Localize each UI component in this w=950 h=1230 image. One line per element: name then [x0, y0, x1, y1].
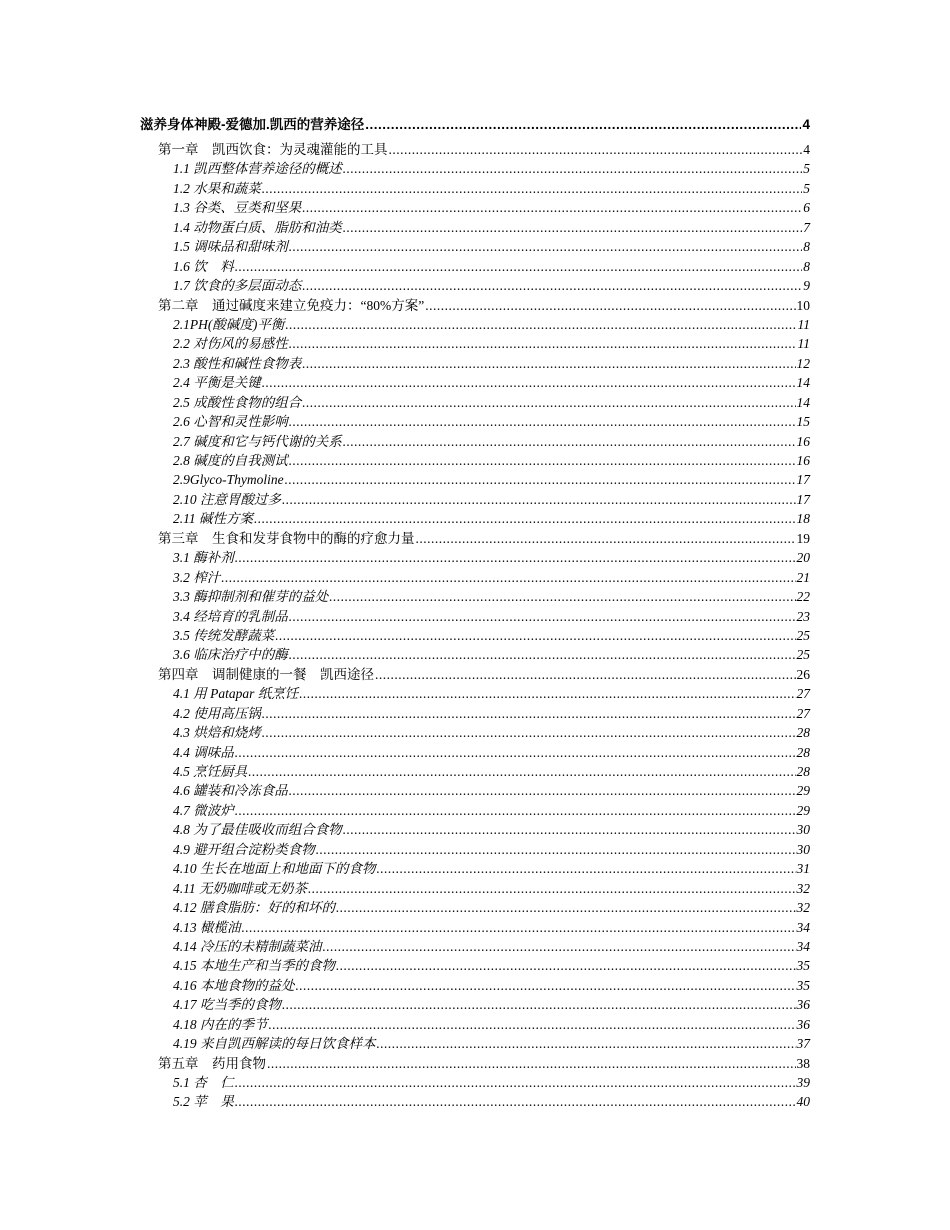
toc-entry-label: 4.17 吃当季的食物	[173, 997, 281, 1013]
page-number: 25	[796, 647, 810, 663]
dot-leader	[343, 218, 803, 237]
toc-section-row[interactable]	[140, 704, 810, 723]
page-number: 14	[796, 375, 810, 391]
page-number: 4	[802, 117, 810, 132]
dot-leader	[262, 373, 796, 392]
dot-leader	[316, 840, 796, 859]
toc-entries	[140, 140, 810, 1112]
page-number: 27	[796, 705, 810, 721]
toc-entry-label: 2.9Glyco-Thymoline	[173, 472, 284, 488]
toc-entry-label: 第四章 调制健康的一餐 凯西途径	[158, 666, 374, 682]
page-number: 22	[796, 589, 810, 605]
toc-entry-label: 4.6 罐装和冷冻食品	[173, 783, 288, 799]
dot-leader	[336, 898, 796, 917]
toc-section-row[interactable]	[140, 684, 810, 703]
toc-title: 滋养身体神殿-爱德加.凯西的营养途径	[140, 117, 365, 132]
dot-leader	[302, 354, 795, 373]
toc-section-row[interactable]	[140, 257, 810, 276]
toc-entry-label: 3.4 经培育的乳制品	[173, 608, 288, 624]
toc-section-row[interactable]	[140, 840, 810, 859]
toc-section-row[interactable]	[140, 237, 810, 256]
dot-leader	[323, 937, 796, 956]
dot-leader	[235, 257, 803, 276]
toc-entry-label: 2.1PH(酸碱度)平衡	[173, 316, 285, 332]
page-number: 36	[796, 997, 810, 1013]
toc-entry-label: 1.7 饮食的多层面动态	[173, 278, 302, 294]
page-number: 29	[796, 802, 810, 818]
page-number: 16	[796, 433, 810, 449]
toc-section-row[interactable]	[140, 879, 810, 898]
page-number: 10	[796, 297, 810, 313]
toc-chapter-row[interactable]	[140, 1054, 810, 1073]
page-number: 21	[796, 569, 810, 585]
page-number: 17	[796, 491, 810, 507]
dot-leader	[299, 684, 795, 703]
toc-entry-label: 4.12 膳食脂肪：好的和坏的	[173, 900, 335, 916]
dot-leader	[375, 665, 796, 684]
toc-section-row[interactable]	[140, 743, 810, 762]
toc-entry-label: 4.3 烘焙和烧烤	[173, 725, 261, 741]
toc-section-row[interactable]	[140, 898, 810, 917]
dot-leader	[289, 334, 797, 353]
page-number: 28	[796, 764, 810, 779]
page-number: 28	[796, 744, 810, 760]
dot-leader	[269, 1015, 796, 1034]
page-number: 32	[796, 880, 810, 896]
toc-section-row[interactable]	[140, 198, 810, 217]
toc-section-row[interactable]	[140, 820, 810, 839]
toc-section-row[interactable]	[140, 995, 810, 1014]
dot-leader	[242, 918, 796, 937]
toc-section-row[interactable]	[140, 607, 810, 626]
dot-leader	[282, 490, 796, 509]
dot-leader	[377, 1034, 796, 1053]
dot-leader	[289, 237, 803, 256]
page-number: 39	[796, 1075, 810, 1090]
dot-leader	[343, 820, 796, 839]
toc-section-row[interactable]	[140, 354, 810, 373]
toc-section-row[interactable]	[140, 218, 810, 237]
dot-leader	[416, 529, 796, 548]
dot-leader	[425, 296, 795, 315]
dot-leader	[235, 548, 796, 567]
toc-section-row[interactable]	[140, 918, 810, 937]
toc-entry-label: 2.8 碱度的自我测试	[173, 453, 288, 468]
toc-section-row[interactable]	[140, 781, 810, 800]
dot-leader	[365, 113, 801, 136]
toc-entry-label: 2.7 碱度和它与钙代谢的关系	[173, 433, 342, 449]
page-number: 4	[803, 142, 810, 157]
toc-section-row[interactable]	[140, 509, 810, 528]
dot-leader	[296, 976, 796, 995]
toc-entry-label: 第五章 药用食物	[158, 1055, 266, 1071]
page-number: 17	[796, 472, 810, 488]
toc-section-row[interactable]	[140, 1073, 810, 1092]
toc-entry-label: 2.2 对伤风的易感性	[173, 336, 288, 352]
toc-section-row[interactable]	[140, 315, 810, 334]
page-number: 6	[803, 200, 810, 216]
dot-leader	[289, 645, 796, 664]
page-number: 8	[803, 258, 810, 274]
toc-section-row[interactable]	[140, 432, 810, 451]
toc-entry-label: 4.11 无奶咖啡或无奶茶	[173, 880, 307, 896]
dot-leader	[289, 781, 796, 800]
page-number: 29	[796, 783, 810, 799]
page-number: 26	[796, 666, 810, 682]
page-number: 11	[797, 316, 810, 332]
dot-leader	[389, 140, 803, 159]
dot-leader	[289, 412, 796, 431]
dot-leader	[343, 432, 796, 451]
page-number: 9	[803, 278, 810, 294]
page-number: 19	[796, 530, 810, 546]
dot-leader	[308, 879, 796, 898]
toc-entry-label: 1.1 凯西整体营养途径的概述	[173, 161, 342, 177]
dot-leader	[285, 315, 796, 334]
page-number: 38	[796, 1055, 810, 1071]
toc-entry-label: 2.5 成酸性食物的组合	[173, 394, 302, 410]
toc-entry-label: 2.4 平衡是关键	[173, 375, 261, 391]
toc-section-row[interactable]	[140, 976, 810, 995]
toc-entry-label: 3.6 临床治疗中的酶	[173, 647, 288, 663]
page-number: 31	[796, 861, 810, 877]
dot-leader	[289, 451, 796, 470]
toc-entry-label: 4.9 避开组合淀粉类食物	[173, 841, 315, 857]
dot-leader	[235, 1073, 796, 1092]
dot-leader	[302, 198, 802, 217]
dot-leader	[289, 607, 796, 626]
page-number: 30	[796, 822, 810, 838]
toc-entry-label: 4.18 内在的季节	[173, 1016, 268, 1032]
toc-entry-label: 1.5 调味品和甜味剂	[173, 239, 288, 255]
toc-section-row[interactable]	[140, 412, 810, 431]
page-number: 40	[796, 1094, 810, 1110]
dot-leader	[262, 723, 796, 742]
toc-section-row[interactable]	[140, 451, 810, 470]
toc-entry-label: 4.2 使用高压锅	[173, 705, 261, 721]
toc-entry-label: 3.3 酶抑制剂和催芽的益处	[173, 589, 329, 605]
dot-leader	[254, 509, 796, 528]
page-number: 23	[796, 608, 810, 624]
toc-entry-label: 4.5 烹饪厨具	[173, 764, 248, 779]
page-number: 7	[803, 219, 810, 235]
toc-entry-label: 3.5 传统发酵蔬菜	[173, 627, 275, 643]
dot-leader	[336, 956, 796, 975]
toc-chapter-row[interactable]	[140, 296, 810, 315]
toc-section-row[interactable]	[140, 762, 810, 781]
toc-entry-label: 4.1 用 Patapar 纸烹饪	[173, 686, 299, 702]
toc-section-row[interactable]	[140, 373, 810, 392]
toc-section-row[interactable]	[140, 334, 810, 353]
toc-section-row[interactable]	[140, 1034, 810, 1053]
page-number: 5	[803, 161, 810, 177]
page-number: 20	[796, 550, 810, 566]
table-of-contents	[140, 113, 810, 1112]
toc-section-row[interactable]	[140, 859, 810, 878]
page-number: 32	[796, 900, 810, 916]
page-number: 15	[796, 414, 810, 430]
toc-entry-label: 3.2 榨汁	[173, 569, 221, 585]
dot-leader	[235, 1092, 796, 1111]
toc-section-row[interactable]	[140, 490, 810, 509]
toc-section-row[interactable]	[140, 568, 810, 587]
toc-section-row[interactable]	[140, 937, 810, 956]
page-number: 34	[796, 919, 810, 935]
toc-section-row[interactable]	[140, 548, 810, 567]
dot-leader	[302, 393, 795, 412]
dot-leader	[267, 1054, 796, 1073]
toc-section-row[interactable]	[140, 1092, 810, 1111]
toc-entry-label: 2.3 酸性和碱性食物表	[173, 355, 302, 371]
toc-entry-label: 4.4 调味品	[173, 744, 234, 760]
toc-section-row[interactable]	[140, 393, 810, 412]
toc-section-row[interactable]	[140, 470, 810, 489]
page-number: 25	[796, 627, 810, 643]
page-number: 37	[796, 1036, 810, 1052]
page-number: 34	[796, 938, 810, 954]
toc-section-row[interactable]	[140, 626, 810, 645]
page-number: 11	[797, 336, 810, 352]
toc-entry-label: 4.13 橄榄油	[173, 919, 241, 935]
toc-chapter-row[interactable]	[140, 529, 810, 548]
toc-section-row[interactable]	[140, 723, 810, 742]
page-number: 35	[796, 958, 810, 974]
toc-entry-label: 4.8 为了最佳吸收而组合食物	[173, 822, 342, 838]
toc-entry-label: 4.10 生长在地面上和地面下的食物	[173, 861, 376, 877]
toc-section-row[interactable]	[140, 159, 810, 178]
dot-leader	[343, 159, 803, 178]
toc-entry-label: 4.14 冷压的未精制蔬菜油	[173, 938, 322, 954]
toc-entry-label: 第三章 生食和发芽食物中的酶的疗愈力量	[158, 530, 415, 546]
dot-leader	[235, 801, 796, 820]
page-number: 27	[796, 686, 810, 702]
toc-section-row[interactable]	[140, 645, 810, 664]
toc-entry-label: 3.1 酶补剂	[173, 550, 234, 566]
toc-entry-label: 4.16 本地食物的益处	[173, 977, 295, 993]
toc-section-row[interactable]	[140, 276, 810, 295]
dot-leader	[285, 470, 796, 489]
dot-leader	[302, 276, 802, 295]
page-number: 30	[796, 841, 810, 857]
toc-entry-label: 5.1 杏 仁	[173, 1075, 234, 1090]
toc-section-row[interactable]	[140, 179, 810, 198]
dot-leader	[262, 179, 803, 198]
toc-section-row[interactable]	[140, 956, 810, 975]
toc-entry-label: 4.15 本地生产和当季的食物	[173, 958, 335, 974]
toc-entry-label: 1.6 饮 料	[173, 258, 234, 274]
dot-leader	[377, 859, 796, 878]
toc-entry-label: 第二章 通过碱度来建立免疫力：“80%方案”	[158, 297, 425, 313]
toc-entry-label: 2.11 碱性方案	[173, 511, 253, 527]
dot-leader	[248, 762, 795, 781]
dot-leader	[221, 568, 795, 587]
page-number: 36	[796, 1016, 810, 1032]
page-number: 16	[796, 453, 810, 468]
toc-chapter-row[interactable]	[140, 140, 810, 159]
toc-title-row[interactable]	[140, 113, 810, 136]
page-number: 35	[796, 977, 810, 993]
toc-entry-label: 4.7 微波炉	[173, 802, 234, 818]
page-number: 18	[796, 511, 810, 527]
toc-entry-label: 1.3 谷类、豆类和坚果	[173, 200, 302, 216]
page-number: 28	[796, 725, 810, 741]
toc-entry-label: 1.4 动物蛋白质、脂肪和油类	[173, 219, 342, 235]
toc-section-row[interactable]	[140, 801, 810, 820]
page-number: 8	[803, 239, 810, 255]
toc-entry-label: 2.6 心智和灵性影响	[173, 414, 288, 430]
toc-section-row[interactable]	[140, 587, 810, 606]
page-number: 14	[796, 394, 810, 410]
dot-leader	[282, 995, 796, 1014]
page-number: 5	[803, 180, 810, 196]
page-number: 12	[796, 355, 810, 371]
toc-entry-label: 第一章 凯西饮食：为灵魂灌能的工具	[158, 142, 388, 157]
dot-leader	[329, 587, 795, 606]
toc-section-row[interactable]	[140, 1015, 810, 1034]
toc-chapter-row[interactable]	[140, 665, 810, 684]
toc-entry-label: 5.2 苹 果	[173, 1094, 234, 1110]
toc-entry-label: 4.19 来自凯西解读的每日饮食样本	[173, 1036, 376, 1052]
dot-leader	[235, 743, 796, 762]
toc-entry-label: 2.10 注意胃酸过多	[173, 491, 281, 507]
dot-leader	[262, 704, 796, 723]
toc-entry-label: 1.2 水果和蔬菜	[173, 180, 261, 196]
dot-leader	[275, 626, 795, 645]
